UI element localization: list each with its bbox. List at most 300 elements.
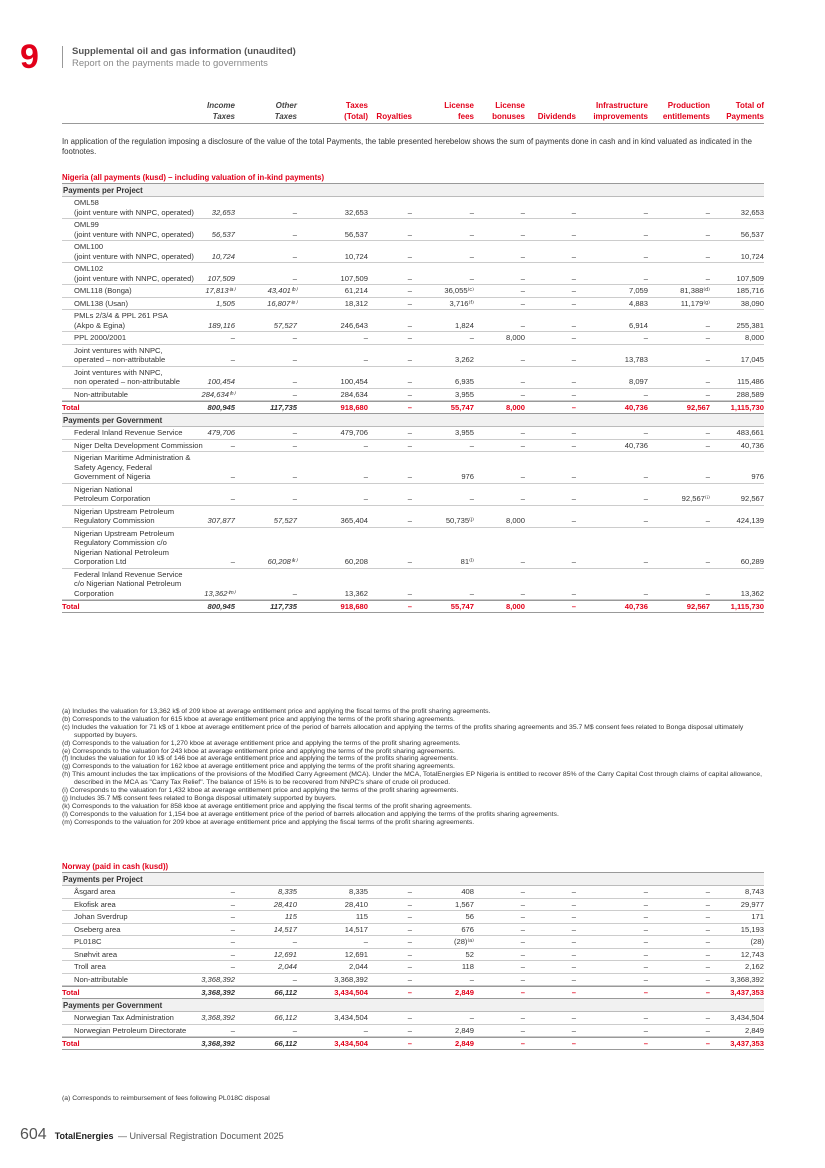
cell-col-2: 61,214 (344, 286, 368, 295)
cell-col-2: 2,044 (348, 962, 368, 971)
nigeria-table (62, 172, 764, 613)
cell-col-3: – (407, 899, 412, 909)
cell-col-3: – (407, 1013, 412, 1022)
cell-col-8: – (705, 333, 710, 342)
cell-col-3: – (407, 912, 412, 921)
subheader-projects: Payments per Project (62, 873, 764, 886)
table-row (62, 506, 764, 528)
row-label: OML102 (joint venture with NNPC, operated) (74, 264, 194, 283)
cell-col-1: 57,527 (273, 320, 297, 330)
cell-col-6: – (571, 472, 576, 481)
table-row (62, 285, 764, 298)
cell-col-1: – (292, 1025, 297, 1035)
cell-col-9: 1,115,730 (730, 402, 764, 412)
table-row (62, 241, 764, 263)
cell-col-2: 60,208 (344, 557, 368, 566)
cell-col-5: – (520, 887, 525, 896)
cell-col-0: 479,706 (207, 428, 235, 437)
cell-col-6: – (571, 557, 576, 566)
cell-col-5: 8,000 (505, 402, 525, 412)
row-label: OML58 (joint venture with NNPC, operated) (74, 198, 194, 217)
cell-col-2: 3,434,504 (334, 987, 368, 997)
cell-col-7: – (643, 207, 648, 217)
cell-col-8: – (705, 273, 710, 283)
cell-col-8: – (705, 207, 710, 217)
footnote: (a) Corresponds to reimbursement of fees following PL018C disposal (62, 1095, 270, 1102)
cell-col-8: – (705, 1013, 710, 1022)
row-label: Joint ventures with NNPC, operated – non-attributable (74, 345, 166, 364)
cell-col-8: – (705, 428, 710, 437)
cell-col-6: – (571, 912, 576, 921)
cell-col-0: – (230, 1025, 235, 1035)
row-label: OML99 (joint venture with NNPC, operated) (74, 220, 194, 239)
cell-col-6: – (571, 924, 576, 934)
cell-col-9: 255,381 (736, 320, 764, 330)
cell-col-6: – (571, 355, 576, 364)
cell-col-1: 57,527 (273, 516, 297, 525)
cell-col-9: 115,486 (737, 377, 764, 386)
cell-col-4: 50,735⁽ʲ⁾ (445, 516, 474, 525)
cell-col-3: – (407, 402, 412, 412)
cell-col-7: – (643, 899, 648, 909)
cell-col-0: 3,368,392 (201, 1038, 235, 1048)
cell-col-3: – (407, 377, 412, 386)
cell-col-1: 66,112 (274, 987, 297, 997)
cell-col-1: 28,410 (273, 899, 297, 909)
cell-col-2: 28,410 (344, 899, 368, 909)
cell-col-2: – (363, 937, 368, 946)
cell-col-8: – (705, 588, 710, 598)
row-label: Federal Inland Revenue Service (74, 428, 183, 437)
footnote: (i) Corresponds to the valuation for 1,432 kboe at average entitlement price and applying the terms of the profit sharing agreements. (62, 787, 459, 795)
cell-col-4: (28)⁽ᵃ⁾ (453, 937, 474, 946)
footnote: (c) Includes the valuation for 71 k$ of 1 kboe at average entitlement price of the period of barrels allocation and applying the terms of the profits sharing agreements and 35.7 M$ consent fees related to Bonga disposal ultimately supported by buyers. (62, 723, 744, 739)
footnote: (k) Corresponds to the valuation for 858 kboe at average entitlement price and applying the fiscal terms of the profit sharing agreements. (62, 802, 472, 810)
cell-col-1: 43,401⁽ᵇ⁾ (267, 286, 297, 295)
cell-col-6: – (571, 440, 576, 450)
cell-col-5: – (520, 1013, 525, 1022)
cell-col-8: – (705, 472, 710, 481)
column-header-1 (227, 100, 297, 122)
cell-col-0: 800,945 (207, 402, 235, 412)
cell-col-4: 55,747 (450, 402, 474, 412)
cell-col-9: 32,653 (740, 207, 764, 217)
cell-col-6: – (571, 298, 576, 308)
column-header-6 (506, 100, 576, 122)
column-header-line2: Taxes (212, 112, 235, 121)
cell-col-0: 1,505 (215, 298, 235, 308)
cell-col-6: – (571, 494, 576, 503)
cell-col-9: 17,045 (740, 355, 764, 364)
cell-col-6: – (571, 402, 576, 412)
cell-col-9: 13,362 (740, 588, 764, 598)
row-label: Total (62, 601, 80, 611)
row-label: PPL 2000/2001 (74, 333, 127, 342)
norway-table (62, 861, 764, 1050)
cell-col-9: 29,977 (740, 899, 764, 909)
cell-col-7: 40,736 (624, 402, 648, 412)
cell-col-4: 408 (461, 887, 474, 896)
cell-col-1: – (292, 251, 297, 261)
cell-col-2: 3,434,504 (334, 1013, 368, 1022)
cell-col-4: – (469, 494, 474, 503)
row-label: Johan Sverdrup (74, 912, 128, 921)
cell-col-5: – (520, 899, 525, 909)
cell-col-1: – (292, 937, 297, 946)
cell-col-3: – (407, 251, 412, 261)
cell-col-9: (28) (750, 937, 764, 946)
cell-col-0: – (230, 912, 235, 921)
row-label: Nigerian Upstream Petroleum Regulatory Commission c/o Nigerian National Petroleum Corporation Ltd (74, 528, 175, 566)
cell-col-3: – (407, 207, 412, 217)
footer-brand: TotalEnergies (54, 1131, 114, 1141)
cell-col-5: – (520, 1038, 525, 1048)
cell-col-7: – (643, 389, 648, 399)
column-header-line2: bonuses (492, 112, 525, 121)
row-label: Total (62, 1038, 80, 1048)
column-headers (62, 100, 764, 124)
cell-col-2: 10,724 (344, 251, 368, 261)
cell-col-1: – (292, 588, 297, 598)
cell-col-7: – (643, 494, 648, 503)
column-header-line2: Dividends (537, 112, 576, 121)
cell-col-2: 918,680 (340, 601, 368, 611)
cell-col-7: – (643, 557, 648, 566)
column-header-line1: Income (206, 101, 235, 110)
cell-col-0: 107,509 (207, 273, 235, 283)
cell-col-0: 284,634⁽ʰ⁾ (201, 389, 235, 399)
cell-col-9: 10,724 (740, 251, 764, 261)
row-label: Nigerian National Petroleum Corporation (74, 484, 151, 503)
cell-col-6: – (571, 377, 576, 386)
cell-col-0: – (230, 440, 235, 450)
cell-col-3: – (407, 440, 412, 450)
cell-col-2: 56,537 (344, 229, 368, 239)
section-title: Norway (paid in cash (kusd)) (62, 861, 764, 873)
page-subtitle: Report on the payments made to governments (72, 58, 268, 69)
column-header-line1: Taxes (345, 101, 368, 110)
cell-col-7: – (643, 516, 648, 525)
cell-col-9: 8,743 (744, 887, 764, 896)
cell-col-0: 3,368,392 (201, 987, 235, 997)
cell-col-8: – (705, 912, 710, 921)
row-label: OML138 (Usan) (74, 298, 129, 308)
footnote: (j) Includes 35.7 M$ consent fees related to Bonga disposal ultimately supported by buyers. (62, 794, 337, 802)
cell-col-0: 800,945 (207, 601, 235, 611)
column-header-7 (578, 100, 648, 122)
row-label: Nigerian Maritime Administration & Safety Agency, Federal Government of Nigeria (74, 453, 191, 481)
cell-col-0: 307,877 (207, 516, 235, 525)
cell-col-1: 60,208⁽ᵏ⁾ (267, 557, 297, 566)
cell-col-5: – (520, 251, 525, 261)
cell-col-8: – (705, 924, 710, 934)
cell-col-8: – (705, 987, 710, 997)
cell-col-9: 60,289 (740, 557, 764, 566)
table-row (62, 389, 764, 402)
cell-col-1: – (292, 974, 297, 984)
cell-col-6: – (571, 1013, 576, 1022)
cell-col-7: – (643, 251, 648, 261)
column-header-line1 (506, 100, 576, 111)
cell-col-5: – (520, 273, 525, 283)
cell-col-8: – (705, 962, 710, 971)
column-header-9 (694, 100, 764, 122)
cell-col-0: – (230, 887, 235, 896)
cell-col-5: – (520, 962, 525, 971)
footnote: (b) Corresponds to the valuation for 615 kboe at average entitlement price and applying the terms of the profit sharing agreements. (62, 715, 455, 723)
page-title: Supplemental oil and gas information (unaudited) (72, 46, 296, 57)
chapter-number: 9 (20, 38, 39, 76)
cell-col-7: – (643, 974, 648, 984)
total-row (62, 1037, 764, 1050)
cell-col-9: 976 (751, 472, 764, 481)
cell-col-6: – (571, 962, 576, 971)
table-row (62, 345, 764, 367)
cell-col-6: – (571, 887, 576, 896)
cell-col-3: – (407, 601, 412, 611)
cell-col-7: 6,914 (628, 320, 648, 330)
cell-col-5: – (520, 974, 525, 984)
cell-col-4: – (469, 333, 474, 342)
total-row (62, 986, 764, 999)
cell-col-8: – (705, 516, 710, 525)
cell-col-4: – (469, 273, 474, 283)
cell-col-1: 8,335 (277, 887, 297, 896)
table-row (62, 1025, 764, 1038)
cell-col-9: 2,162 (744, 962, 764, 971)
cell-col-7: – (643, 428, 648, 437)
row-label: Niger Delta Development Commission (74, 440, 203, 450)
cell-col-6: – (571, 937, 576, 946)
cell-col-9: 15,193 (740, 924, 764, 934)
row-label: Åsgard area (74, 887, 116, 896)
cell-col-5: – (520, 924, 525, 934)
cell-col-0: 56,537 (211, 229, 235, 239)
cell-col-1: – (292, 229, 297, 239)
cell-col-4: 2,849 (454, 987, 474, 997)
cell-col-8: – (705, 440, 710, 450)
table-row (62, 924, 764, 937)
cell-col-2: – (363, 1025, 368, 1035)
cell-col-1: – (292, 440, 297, 450)
column-header-line2: entitlements (662, 112, 710, 121)
cell-col-3: – (407, 924, 412, 934)
cell-col-5: – (520, 207, 525, 217)
column-header-line1: License (444, 101, 474, 110)
table-row (62, 219, 764, 241)
cell-col-4: – (469, 440, 474, 450)
cell-col-1: – (292, 494, 297, 503)
cell-col-4: 6,935 (454, 377, 474, 386)
cell-col-4: 3,262 (454, 355, 474, 364)
cell-col-1: 16,807⁽ᵉ⁾ (267, 298, 297, 308)
cell-col-8: 92,567 (686, 402, 710, 412)
cell-col-5: – (520, 428, 525, 437)
cell-col-1: 115 (284, 912, 297, 921)
column-header-line1: Total of (735, 101, 764, 110)
row-label: Snøhvit area (74, 949, 118, 959)
cell-col-0: – (230, 355, 235, 364)
table-row (62, 911, 764, 924)
cell-col-7: – (643, 472, 648, 481)
cell-col-8: – (705, 949, 710, 959)
table-row (62, 949, 764, 962)
cell-col-0: 3,368,392 (201, 974, 235, 984)
cell-col-9: 40,736 (740, 440, 764, 450)
cell-col-0: – (230, 557, 235, 566)
cell-col-4: – (469, 1013, 474, 1022)
cell-col-3: – (407, 937, 412, 946)
cell-col-8: – (705, 974, 710, 984)
cell-col-3: – (407, 887, 412, 896)
cell-col-8: – (705, 355, 710, 364)
cell-col-5: – (520, 389, 525, 399)
cell-col-2: 8,335 (348, 887, 368, 896)
cell-col-8: – (705, 557, 710, 566)
cell-col-8: 92,567⁽ⁱ⁾ (681, 494, 710, 503)
table-row (62, 569, 764, 601)
column-header-0 (165, 100, 235, 122)
cell-col-4: 81⁽ˡ⁾ (460, 557, 474, 566)
cell-col-2: – (363, 472, 368, 481)
cell-col-7: – (643, 962, 648, 971)
cell-col-2: – (363, 333, 368, 342)
cell-col-7: – (643, 1013, 648, 1022)
row-label: Total (62, 987, 80, 997)
table-row (62, 452, 764, 484)
cell-col-4: 976 (461, 472, 474, 481)
footnote: (l) Corresponds to the valuation for 1,154 boe at average entitlement price of the period of barrels allocation and applying the terms of the profits sharing agreements. (62, 810, 559, 818)
cell-col-2: 107,509 (340, 273, 368, 283)
cell-col-9: 3,437,353 (730, 1038, 764, 1048)
cell-col-0: 189,116 (208, 320, 235, 330)
cell-col-5: – (520, 286, 525, 295)
row-label: OML118 (Bonga) (74, 286, 132, 295)
cell-col-2: 479,706 (340, 428, 368, 437)
cell-col-9: 12,743 (740, 949, 764, 959)
cell-col-3: – (407, 962, 412, 971)
footnote: (g) Corresponds to the valuation for 162 kboe at average entitlement price and applying the terms of the profit sharing agreements. (62, 763, 455, 771)
cell-col-5: – (520, 229, 525, 239)
cell-col-6: – (571, 389, 576, 399)
cell-col-4: – (469, 229, 474, 239)
cell-col-3: – (407, 516, 412, 525)
cell-col-7: – (643, 987, 648, 997)
cell-col-1: 66,112 (274, 1038, 297, 1048)
row-label: Oseberg area (74, 924, 121, 934)
cell-col-6: – (571, 1025, 576, 1035)
footnote: (a) Includes the valuation for 13,362 k$ of 209 kboe at average entitlement price and applying the fiscal terms of the profit sharing agreements. (62, 708, 491, 715)
cell-col-3: – (407, 494, 412, 503)
row-label: Norwegian Tax Administration (74, 1013, 174, 1022)
cell-col-3: – (407, 229, 412, 239)
column-header-3 (342, 100, 412, 122)
cell-col-4: 2,849 (454, 1038, 474, 1048)
cell-col-6: – (571, 428, 576, 437)
subheader-governments: Payments per Government (62, 999, 764, 1012)
cell-col-3: – (407, 1038, 412, 1048)
intro-paragraph: In application of the regulation imposing a disclosure of the value of the total Payments, the table presented herebelow shows the sum of payments done in cash and in kind valuated as indicated in the footnotes. (62, 137, 753, 156)
cell-col-5: – (520, 320, 525, 330)
cell-col-1: – (292, 377, 297, 386)
row-label: Total (62, 402, 80, 412)
cell-col-8: – (705, 320, 710, 330)
cell-col-1: 2,044 (277, 962, 297, 971)
cell-col-7: – (643, 229, 648, 239)
cell-col-3: – (407, 987, 412, 997)
cell-col-8: – (705, 1038, 710, 1048)
cell-col-8: – (705, 899, 710, 909)
cell-col-5: – (520, 377, 525, 386)
column-header-line1: License (495, 101, 525, 110)
cell-col-2: 3,368,392 (334, 974, 368, 984)
cell-col-1: – (292, 273, 297, 283)
cell-col-2: 13,362 (344, 588, 368, 598)
column-header-line2: (Total) (344, 112, 368, 121)
table-row (62, 298, 764, 311)
cell-col-4: 36,055⁽ᶜ⁾ (444, 286, 474, 295)
cell-col-1: 66,112 (274, 1013, 297, 1022)
cell-col-0: – (230, 962, 235, 971)
cell-col-3: – (407, 389, 412, 399)
cell-col-1: – (292, 428, 297, 437)
cell-col-5: – (520, 557, 525, 566)
cell-col-9: 92,567 (740, 494, 764, 503)
column-header-line2: improvements (593, 112, 648, 121)
column-header-line1: Infrastructure (595, 101, 648, 110)
cell-col-7: – (643, 333, 648, 342)
table-row (62, 367, 764, 389)
cell-col-5: – (520, 1025, 525, 1035)
cell-col-0: – (230, 949, 235, 959)
cell-col-2: 12,691 (344, 949, 368, 959)
cell-col-6: – (571, 987, 576, 997)
cell-col-2: 14,517 (344, 924, 368, 934)
cell-col-5: – (520, 440, 525, 450)
total-row (62, 401, 764, 414)
subheader-governments: Payments per Government (62, 414, 764, 427)
total-row (62, 600, 764, 613)
cell-col-5: – (520, 588, 525, 598)
cell-col-7: 8,097 (628, 377, 648, 386)
table-row (62, 886, 764, 899)
cell-col-1: – (292, 207, 297, 217)
column-header-line1: Production (667, 101, 710, 110)
cell-col-9: 56,537 (740, 229, 764, 239)
cell-col-3: – (407, 557, 412, 566)
page-footer (20, 1126, 284, 1144)
cell-col-9: 3,434,504 (730, 1013, 764, 1022)
table-row (62, 332, 764, 345)
cell-col-3: – (407, 286, 412, 295)
cell-col-4: 3,955 (454, 389, 474, 399)
cell-col-3: – (407, 355, 412, 364)
row-label: Ekofisk area (74, 899, 116, 909)
cell-col-4: 52 (465, 949, 474, 959)
cell-col-6: – (571, 251, 576, 261)
cell-col-5: 8,000 (505, 516, 525, 525)
cell-col-8: – (705, 1025, 710, 1035)
cell-col-2: 246,643 (340, 320, 368, 330)
cell-col-7: – (643, 949, 648, 959)
row-label: PL018C (74, 937, 102, 946)
cell-col-3: – (407, 298, 412, 308)
table-row (62, 440, 764, 453)
cell-col-5: 8,000 (505, 333, 525, 342)
cell-col-4: 2,849 (454, 1025, 474, 1035)
cell-col-7: 40,736 (624, 440, 648, 450)
cell-col-2: 18,312 (344, 298, 368, 308)
